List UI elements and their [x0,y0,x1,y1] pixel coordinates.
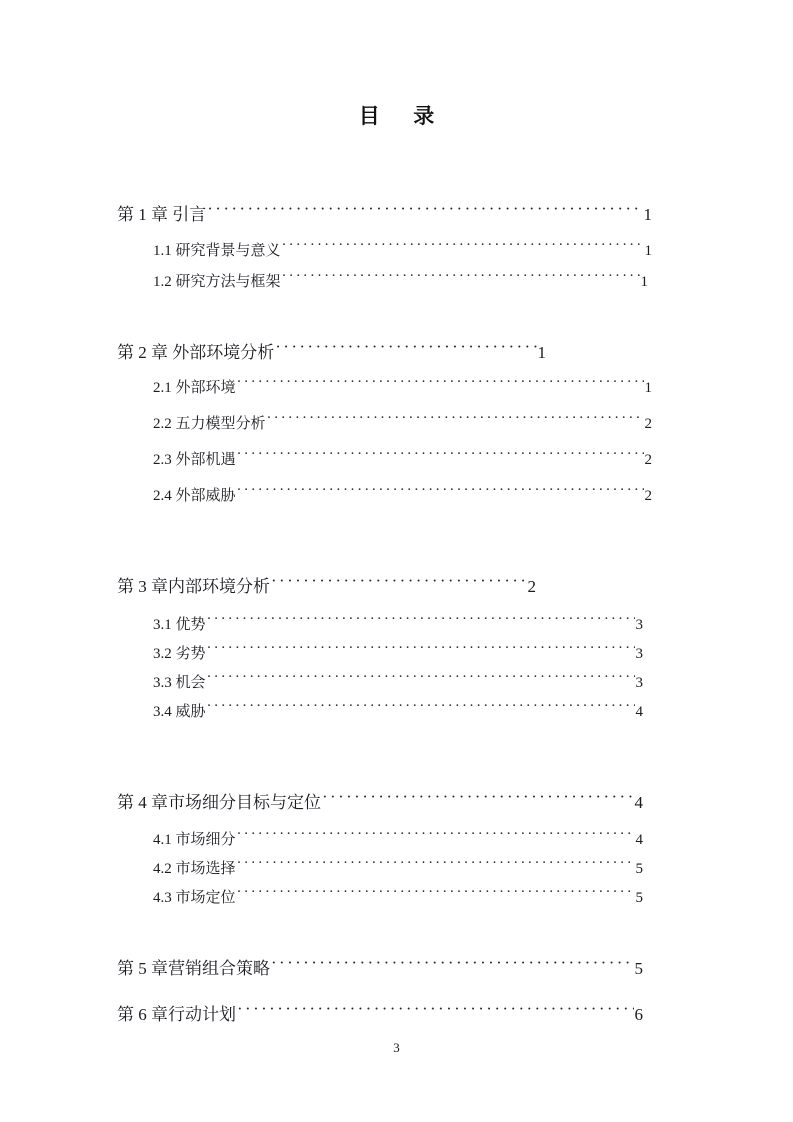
toc-entry[interactable] [153,828,643,849]
toc-entry-label: 1.2 研究方法与框架 [153,274,281,290]
toc-entry-label: 第 4 章市场细分目标与定位 [117,793,321,812]
toc-entry-label: 3.4 威胁 [153,704,206,720]
toc-entry-page-number: 5 [635,890,643,906]
toc-entry[interactable] [117,572,536,597]
toc-dot-leader [207,643,635,658]
toc-entry-label: 1.1 研究背景与意义 [153,243,281,259]
toc-dot-leader [237,485,644,500]
toc-dot-leader [237,1003,634,1020]
toc-entry-page-number: 4 [634,793,643,812]
toc-entry-label: 3.3 机会 [153,675,206,691]
toc-entry-page-number: 2 [644,416,652,432]
toc-entry[interactable] [153,642,643,663]
toc-entry-label: 2.3 外部机遇 [153,452,236,468]
toc-entry[interactable] [117,200,652,225]
toc-entry-label: 3.1 优势 [153,617,206,633]
toc-entry-label: 4.3 市场定位 [153,890,236,906]
toc-entry-label: 2.4 外部威胁 [153,488,236,504]
toc-dot-leader [322,791,634,808]
toc-entry-page-number: 3 [635,617,643,633]
toc-entry[interactable] [153,412,652,433]
toc-entry[interactable] [153,886,643,907]
toc-entry-label: 第 3 章内部环境分析 [117,577,270,596]
toc-entry-label: 2.1 外部环境 [153,380,236,396]
toc-entry[interactable] [153,484,652,505]
toc-entry[interactable] [117,1000,643,1025]
toc-entry-page-number: 1 [643,205,652,224]
toc-entry-label: 2.2 五力模型分析 [153,416,266,432]
toc-entry[interactable] [153,700,643,721]
toc-dot-leader [267,413,644,428]
toc-entry-page-number: 6 [634,1005,643,1024]
toc-entry[interactable] [153,448,652,469]
toc-dot-leader [207,701,635,716]
toc-entry-page-number: 5 [635,861,643,877]
toc-entry-page-number: 1 [644,243,652,259]
toc-dot-leader [275,341,536,358]
toc-dot-leader [207,672,635,687]
toc-dot-leader [237,449,644,464]
toc-dot-leader [207,614,635,629]
toc-entry[interactable] [153,613,643,634]
page-title: 目 录 [358,104,441,128]
toc-dot-leader [271,957,634,974]
toc-entry-label: 第 2 章 外部环境分析 [117,343,275,362]
toc-entry-page-number: 4 [635,704,643,720]
toc-entry[interactable] [153,239,652,260]
toc-entry-page-number: 4 [635,832,643,848]
toc-entry-page-number: 2 [644,452,652,468]
toc-entry-label: 第 6 章行动计划 [117,1005,236,1024]
toc-entry[interactable] [153,270,648,291]
toc-dot-leader [237,829,635,844]
toc-entry[interactable] [117,954,643,979]
toc-entry-page-number: 5 [634,959,643,978]
toc-dot-leader [237,858,635,873]
toc-dot-leader [282,240,644,255]
toc-dot-leader [207,203,642,220]
toc-entry-page-number: 1 [640,274,648,290]
toc-entry-page-number: 2 [527,577,536,596]
toc-entry[interactable] [117,788,643,813]
toc-dot-leader [282,271,640,286]
toc-entry-label: 第 1 章 引言 [117,205,207,224]
toc-entry-page-number: 3 [635,675,643,691]
toc-entry[interactable] [153,857,643,878]
toc-entry-label: 3.2 劣势 [153,646,206,662]
toc-entry-page-number: 3 [635,646,643,662]
toc-entry[interactable] [117,338,546,363]
toc-entry-page-number: 1 [644,380,652,396]
toc-entry-label: 4.2 市场选择 [153,861,236,877]
toc-entry-page-number: 2 [644,488,652,504]
toc-entry-label: 4.1 市场细分 [153,832,236,848]
footer-page-number: 3 [393,1040,400,1055]
toc-entry-label: 第 5 章营销组合策略 [117,959,270,978]
toc-entry[interactable] [153,376,652,397]
toc-dot-leader [237,377,644,392]
toc-entry-page-number: 1 [537,343,546,362]
toc-dot-leader [237,887,635,902]
toc-dot-leader [271,575,527,592]
toc-entry[interactable] [153,671,643,692]
